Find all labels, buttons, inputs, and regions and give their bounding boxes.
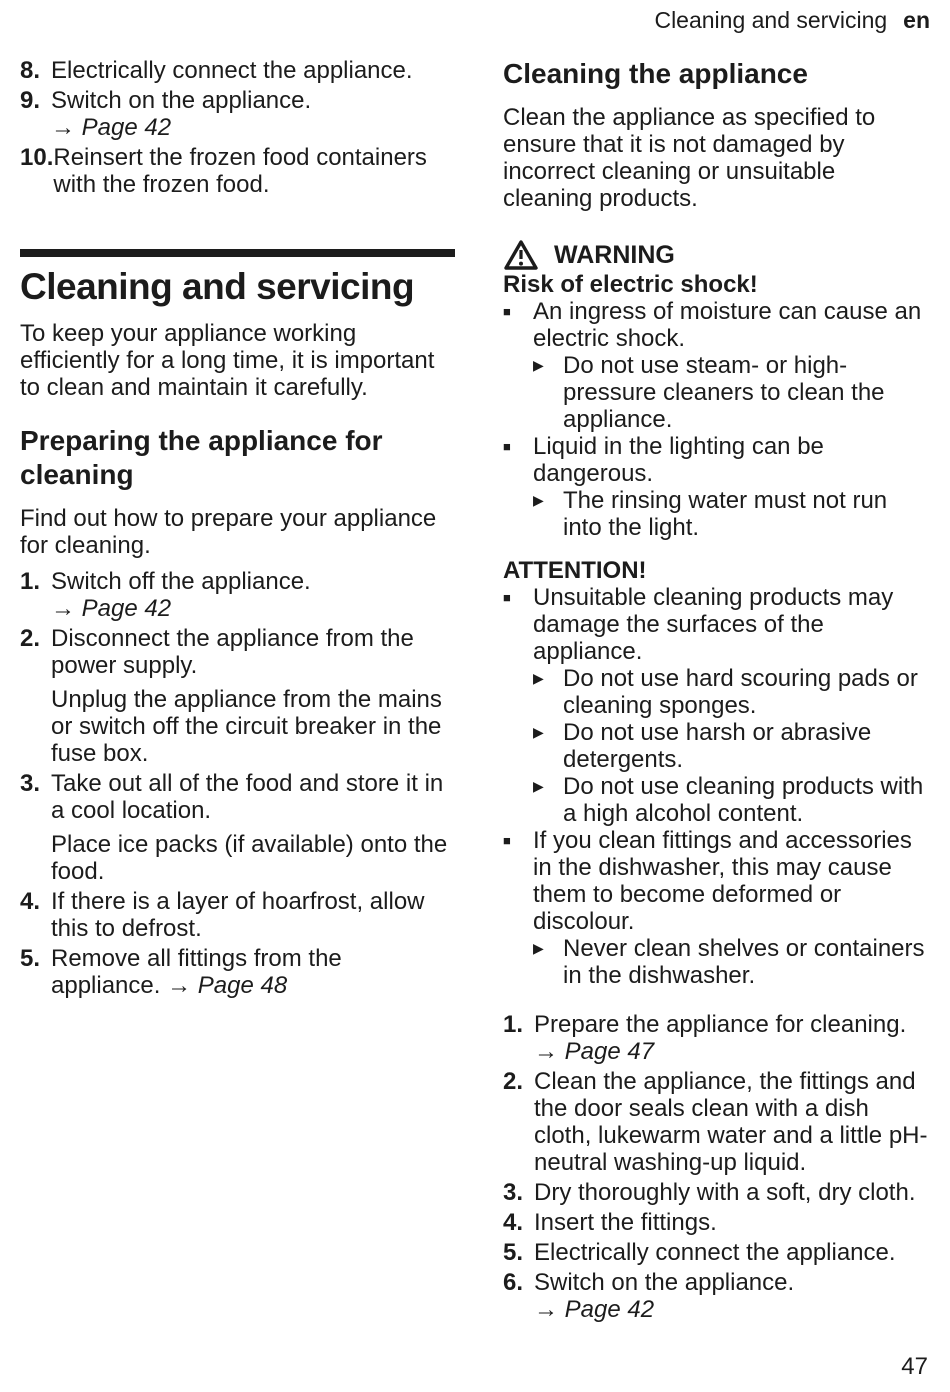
list-item (503, 352, 930, 433)
list-item (503, 1209, 930, 1236)
list-item (20, 945, 455, 999)
cleaning-steps-list (503, 1011, 930, 1323)
list-item (20, 87, 455, 141)
step-text: Switch off the appliance. (51, 568, 311, 595)
page-reference: → Page 42 (51, 595, 172, 622)
previous-steps-list (20, 57, 455, 198)
list-item (20, 568, 455, 622)
step-text: Electrically connect the appliance. (534, 1239, 896, 1266)
chapter-intro-paragraph: To keep your appliance working efficiently for a long time, it is important to clean and maintain it carefully. (20, 320, 435, 401)
section-title-cleaning: Cleaning the appliance (503, 58, 808, 89)
step-text: Take out all of the food and store it in a cool location. (51, 770, 444, 824)
action-text: Do not use steam- or high-pressure cleaners to clean the appliance. (563, 352, 885, 433)
square-bullet-icon: ■ (503, 304, 511, 319)
section-intro-paragraph: Find out how to prepare your appliance for cleaning. (20, 505, 437, 559)
warning-triangle-icon (503, 239, 539, 271)
arrow-bullet-icon: ▶ (533, 670, 544, 686)
step-number: 2. (503, 1068, 524, 1095)
page-reference: → Page 47 (534, 1038, 655, 1065)
step-number: 2. (20, 625, 41, 652)
step-text: Disconnect the appliance from the power supply. (51, 625, 414, 679)
warning-risk-title: Risk of electric shock! (503, 271, 758, 298)
action-text: Never clean shelves or containers in the dishwasher. (563, 935, 925, 989)
warning-bullet-list (503, 298, 930, 541)
step-number: 9. (20, 87, 41, 114)
step-text: Remove all fittings from the appliance. (51, 945, 342, 999)
step-number: 3. (20, 770, 41, 797)
step-number: 8. (20, 57, 41, 84)
list-item (503, 827, 930, 935)
attention-label: ATTENTION! (503, 557, 647, 584)
list-item (20, 57, 455, 84)
square-bullet-icon: ■ (503, 833, 511, 848)
chapter-title: Cleaning and servicing (20, 266, 415, 307)
page-reference: → Page 42 (534, 1296, 655, 1323)
action-text: Do not use hard scouring pads or cleaning sponges. (563, 665, 918, 719)
step-text: Electrically connect the appliance. (51, 57, 413, 84)
step-number: 6. (503, 1269, 524, 1296)
step-extra-text: Place ice packs (if available) onto the food. (51, 831, 448, 885)
section-intro-paragraph: Clean the appliance as specified to ensure that it is not damaged by incorrect cleaning or unsuitable cleaning products. (503, 104, 876, 212)
attention-block (503, 557, 930, 989)
page-reference: → Page 48 (167, 972, 288, 999)
list-item (20, 144, 455, 198)
list-item (503, 665, 930, 719)
step-number: 5. (503, 1239, 524, 1266)
list-item (503, 298, 930, 352)
bullet-text: Unsuitable cleaning products may damage the surfaces of the appliance. (533, 584, 894, 665)
step-text: Reinsert the frozen food containers with the frozen food. (53, 144, 427, 198)
arrow-bullet-icon: ▶ (533, 940, 544, 956)
step-number: 10. (20, 144, 54, 171)
list-item (503, 1269, 930, 1323)
step-number: 1. (503, 1011, 524, 1038)
step-text: Insert the fittings. (534, 1209, 717, 1236)
action-text: The rinsing water must not run into the light. (563, 487, 888, 541)
arrow-bullet-icon: ▶ (533, 778, 544, 794)
list-item (503, 1011, 930, 1065)
step-text: Switch on the appliance. (534, 1269, 795, 1296)
bullet-text: An ingress of moisture can cause an electric shock. (533, 298, 922, 352)
page-reference: → Page 42 (51, 114, 172, 141)
arrow-bullet-icon: ▶ (533, 492, 544, 508)
language-code: en (903, 7, 930, 33)
action-text: Do not use cleaning products with a high alcohol content. (563, 773, 924, 827)
list-item (503, 1068, 930, 1176)
bullet-text: Liquid in the lighting can be dangerous. (533, 433, 824, 487)
step-text: Prepare the appliance for cleaning. (534, 1011, 907, 1038)
step-number: 4. (20, 888, 41, 915)
step-number: 4. (503, 1209, 524, 1236)
step-extra-text: Unplug the appliance from the mains or switch off the circuit breaker in the fuse box. (51, 686, 442, 767)
warning-block (503, 239, 930, 541)
step-number: 3. (503, 1179, 524, 1206)
square-bullet-icon: ■ (503, 439, 511, 454)
arrow-bullet-icon: ▶ (533, 357, 544, 373)
running-header-section: Cleaning and servicing (654, 7, 888, 33)
step-text: Switch on the appliance. (51, 87, 312, 114)
list-item (503, 719, 930, 773)
running-header (654, 7, 930, 33)
preparing-steps-list (20, 568, 455, 999)
list-item (503, 773, 930, 827)
warning-label: WARNING (554, 240, 675, 269)
arrow-bullet-icon: ▶ (533, 724, 544, 740)
list-item (20, 770, 455, 885)
step-text: Dry thoroughly with a soft, dry cloth. (534, 1179, 916, 1206)
list-item (503, 1179, 930, 1206)
square-bullet-icon: ■ (503, 590, 511, 605)
step-text: Clean the appliance, the fittings and the door seals clean with a dish cloth, lukewarm water and a little pH-neutral washing-up liquid. (534, 1068, 928, 1176)
step-number: 1. (20, 568, 41, 595)
action-text: Do not use harsh or abrasive detergents. (563, 719, 872, 773)
list-item (20, 888, 455, 942)
bullet-text: If you clean fittings and accessories in the dishwasher, this may cause them to become deformed or discolour. (533, 827, 912, 935)
list-item (503, 433, 930, 487)
list-item (503, 1239, 930, 1266)
right-column (503, 57, 930, 1326)
step-number: 5. (20, 945, 41, 972)
step-text: If there is a layer of hoarfrost, allow this to defrost. (51, 888, 425, 942)
list-item (503, 935, 930, 989)
left-column (20, 57, 455, 1326)
page-number: 47 (901, 1353, 928, 1380)
chapter-divider-rule (20, 249, 455, 257)
list-item (503, 584, 930, 665)
attention-bullet-list (503, 584, 930, 989)
list-item (20, 625, 455, 767)
list-item (503, 487, 930, 541)
section-title-preparing: Preparing the appliance for cleaning (20, 425, 383, 490)
